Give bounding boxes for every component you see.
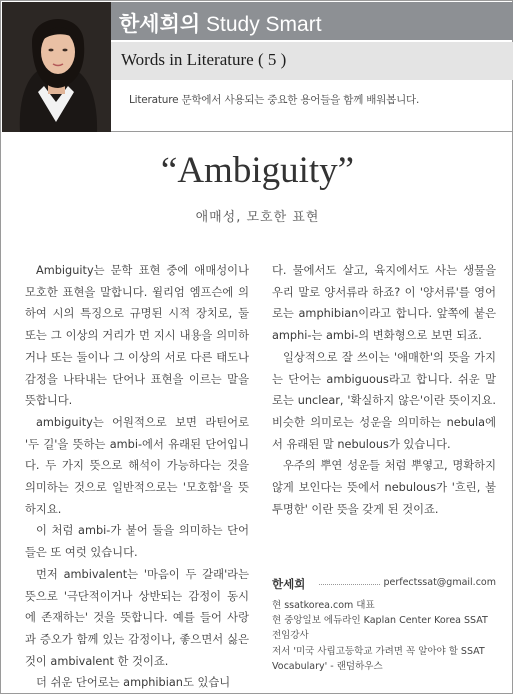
paragraph: 일상적으로 잘 쓰이는 '애매한'의 뜻을 가지는 단어는 ambiguous라고 합니다. 쉬운 말로는 unclear, '확실하지 않은'이란 뜻이지요. 비슷한 의미로는 성운을 의미하는 nebula에서 유래된 말 nebulous가 있습니다. <box>272 350 496 451</box>
body-column-right <box>272 260 496 520</box>
column-title-bar <box>111 42 513 80</box>
paragraph: 다. 물에서도 살고, 육지에서도 사는 생물을 우리 말로 양서류라 하죠? 이 '양서류'를 영어로는 amphibian이라고 합니다. 앞쪽에 붙은 amphi-는 ambi-의 변화형으로 보면 되죠. <box>272 264 496 343</box>
bio-line: 현 중앙일보 에듀라인 Kaplan Center Korea SSAT <box>272 615 488 627</box>
body-column-left <box>25 260 249 694</box>
series-name: Study Smart <box>206 13 322 36</box>
series-title <box>119 8 322 38</box>
paragraph: 먼저 ambivalent는 '마음이 두 갈래'라는 뜻으로 '극단적이거나 상반되는 감정이 동시에 존재하는' 것을 뜻합니다. 예를 들어 사랑과 증오가 함께 있는 감정이나, 좋으면서 싫은 것이 ambivalent 한 것이죠. <box>25 567 249 668</box>
series-title-bar <box>111 2 513 40</box>
bio-email: perfectssat@gmail.com <box>380 577 496 588</box>
author-photo <box>2 2 111 132</box>
paragraph: 이 처럼 ambi-가 붙어 둘을 의미하는 단어들은 또 여럿 있습니다. <box>25 524 249 560</box>
paragraph: 더 쉬운 단어로는 amphibian도 있습니 <box>36 676 231 690</box>
headline-subheading: 애매성, 모호한 표현 <box>195 210 320 225</box>
paragraph: 우주의 뿌연 성운들 처럼 뿌옇고, 명확하지 않게 보인다는 뜻에서 nebulous가 '흐린, 불투명한' 이란 뜻을 갖게 된 것이죠. <box>272 459 496 516</box>
bio-line: 전임강사 <box>272 630 309 642</box>
intro-text: Literature 문학에서 사용되는 중요한 용어들을 함께 배워봅니다. <box>129 94 420 106</box>
headline: “Ambiguity” <box>160 150 355 191</box>
bio-line: Vocabulary' - 랜덤하우스 <box>272 660 383 672</box>
bio-name: 한세희 <box>272 577 306 591</box>
author-label: 한세희의 <box>119 13 201 36</box>
bio-line: 저서 '미국 사립고등학교 가려면 꼭 알아야 할 SSAT <box>272 645 485 657</box>
paragraph: ambiguity는 어원적으로 보면 라틴어로 '두 길'을 뜻하는 ambi-에서 유래된 단어입니다. 두 가지 뜻으로 해석이 가능하다는 것을 의미하는 것으로 일반적으로는 '모호함'을 뜻하지요. <box>25 415 249 516</box>
header-divider <box>111 131 513 132</box>
column-title: Words in Literature ( 5 ) <box>121 50 287 69</box>
bio-line: 현 ssatkorea.com 대표 <box>272 600 375 611</box>
bio-details <box>272 598 496 674</box>
paragraph: Ambiguity는 문학 표현 중에 애매성이나 모호한 표현을 말합니다. 윌리엄 엠프슨에 의하여 시의 특징으로 규명된 시적 장치로, 둘 또는 그 이상의 거리가 먼 지시 내용을 의미하거나 또는 둘이나 그 이상의 서로 다른 태도나 감정을 나타내는 단어나 표현을 이르는 말을 뜻합니다. <box>25 264 249 408</box>
